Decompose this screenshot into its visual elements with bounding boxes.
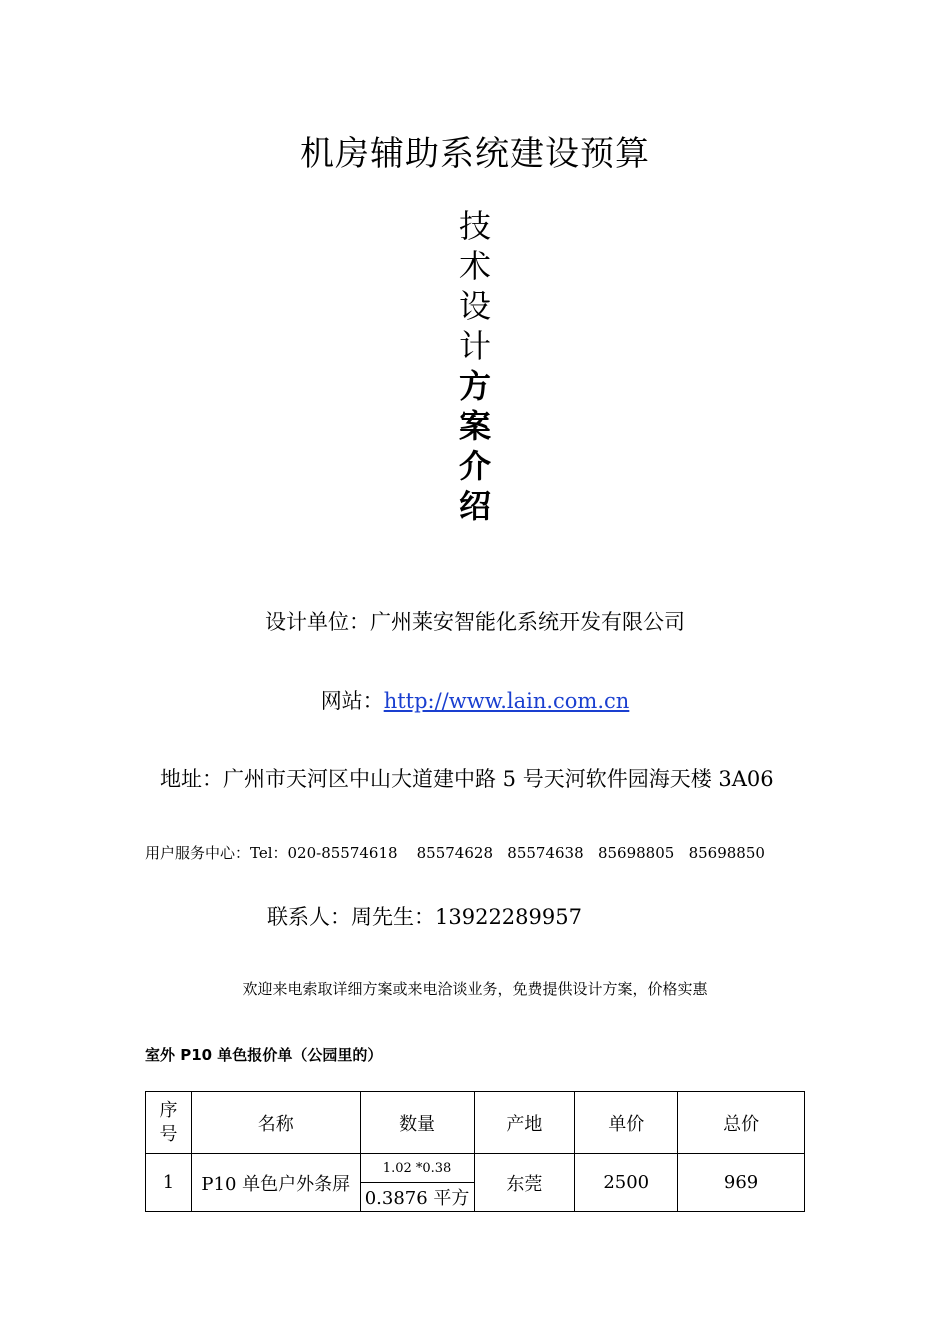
cell-unit-price: 2500 <box>575 1154 678 1212</box>
cell-total: 969 <box>678 1154 805 1212</box>
cell-seq: 1 <box>146 1154 192 1212</box>
vertical-char: 设 <box>458 287 491 325</box>
header-total: 总价 <box>678 1092 805 1154</box>
cell-origin: 东莞 <box>474 1154 575 1212</box>
header-origin: 产地 <box>474 1092 575 1154</box>
address: 地址：广州市天河区中山大道建中路 5 号天河软件园海天楼 3A06 <box>160 767 774 791</box>
service-center: 用户服务中心：Tel：020-85574618 85574628 85574638 85698805 85698850 <box>145 844 765 862</box>
document-title: 机房辅助系统建设预算 <box>300 134 650 174</box>
website-line <box>0 685 950 715</box>
quote-table <box>145 1091 805 1212</box>
header-name: 名称 <box>191 1092 360 1154</box>
cell-qty-dims: 1.02 *0.38 <box>360 1154 474 1183</box>
vertical-char: 术 <box>458 247 491 285</box>
vertical-char-bold: 绍 <box>458 487 491 525</box>
website-label: 网站： <box>320 689 384 713</box>
quote-title: 室外 P10 单色报价单（公园里的） <box>145 1046 383 1064</box>
table-header-row <box>146 1092 805 1154</box>
cell-name: P10 单色户外条屏 <box>191 1154 360 1212</box>
vertical-char: 计 <box>458 327 491 365</box>
header-qty: 数量 <box>360 1092 474 1154</box>
header-unit-price: 单价 <box>575 1092 678 1154</box>
welcome-message: 欢迎来电索取详细方案或来电洽谈业务，免费提供设计方案，价格实惠 <box>242 980 708 998</box>
vertical-subtitle <box>455 206 495 526</box>
table-row <box>146 1154 805 1183</box>
vertical-char-bold: 方 <box>458 367 491 405</box>
vertical-char: 技 <box>458 207 491 245</box>
website-link[interactable]: http://www.lain.com.cn <box>383 689 630 713</box>
vertical-char-bold: 案 <box>458 407 491 445</box>
design-unit: 设计单位：广州莱安智能化系统开发有限公司 <box>265 610 685 634</box>
cell-qty-area: 0.3876 平方 <box>360 1183 474 1212</box>
contact-person: 联系人：周先生：13922289957 <box>267 905 582 929</box>
header-seq: 序 号 <box>146 1092 192 1154</box>
vertical-char-bold: 介 <box>458 447 491 485</box>
